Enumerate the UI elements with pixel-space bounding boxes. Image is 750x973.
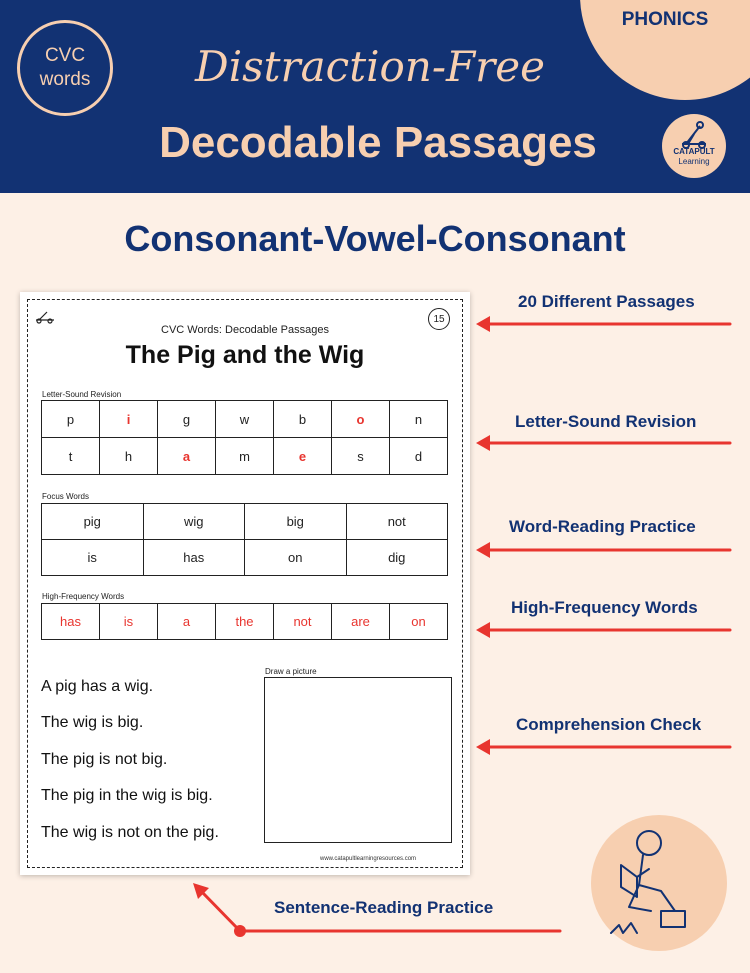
hf-word-cell: the	[216, 604, 274, 640]
title-script: Distraction-Free	[195, 42, 545, 91]
draw-picture-label: Draw a picture	[265, 667, 317, 676]
letter-cell: m	[216, 438, 274, 475]
callout-letter-sound: Letter-Sound Revision	[515, 412, 697, 431]
hf-word-cell: not	[274, 604, 332, 640]
letter-cell: o	[332, 401, 390, 438]
letter-cell: i	[100, 401, 158, 438]
title-main: Decodable Passages	[159, 118, 597, 167]
callout-word-reading: Word-Reading Practice	[509, 517, 696, 536]
reading-child-icon	[591, 815, 727, 951]
reading-child-illustration	[591, 815, 727, 951]
logo-subtext: Learning	[678, 157, 710, 166]
passage-sentence: A pig has a wig.	[41, 678, 154, 695]
hf-word-cell: on	[390, 604, 448, 640]
worksheet-title: The Pig and the Wig	[125, 341, 365, 369]
arrow-high-frequency	[476, 622, 730, 638]
arrow-comprehension	[476, 739, 730, 755]
worksheet-url: www.catapultlearningresources.com	[320, 856, 417, 862]
letter-cell: e	[274, 438, 332, 475]
focus-word-cell: dig	[346, 540, 448, 576]
worksheet-subtitle: CVC Words: Decodable Passages	[161, 324, 329, 336]
callout-high-frequency: High-Frequency Words	[511, 598, 698, 617]
letter-cell: h	[100, 438, 158, 475]
hf-word-cell: are	[332, 604, 390, 640]
focus-word-cell: not	[346, 504, 448, 540]
arrow-passages	[476, 316, 730, 332]
letter-sound-label: Letter-Sound Revision	[42, 390, 122, 399]
letter-cell: d	[390, 438, 448, 475]
hf-word-cell: is	[100, 604, 158, 640]
page-number: 15	[428, 308, 450, 330]
letter-cell: s	[332, 438, 390, 475]
hf-word-cell: a	[158, 604, 216, 640]
callout-comprehension: Comprehension Check	[516, 715, 702, 734]
focus-word-cell: pig	[42, 504, 144, 540]
hf-word-cell: has	[42, 604, 100, 640]
focus-word-cell: has	[143, 540, 245, 576]
arrow-word-reading	[476, 542, 730, 558]
cvc-words-badge: CVC words	[17, 20, 113, 116]
arrow-sentence-reading	[193, 883, 560, 937]
passage-sentence: The pig is not big.	[41, 751, 168, 768]
passage-sentence: The wig is big.	[41, 714, 144, 731]
passage-sentence: The pig in the wig is big.	[41, 787, 213, 804]
arrow-letter-sound	[476, 435, 730, 451]
letter-cell: a	[158, 438, 216, 475]
high-frequency-label: High-Frequency Words	[42, 592, 125, 601]
letter-cell: t	[42, 438, 100, 475]
callout-sentence-reading: Sentence-Reading Practice	[274, 898, 494, 917]
focus-word-cell: is	[42, 540, 144, 576]
passage-sentence: The wig is not on the pig.	[41, 824, 219, 841]
letter-cell: g	[158, 401, 216, 438]
letter-cell: w	[216, 401, 274, 438]
phonics-label: PHONICS	[621, 9, 709, 30]
letter-cell: p	[42, 401, 100, 438]
letter-cell: b	[274, 401, 332, 438]
focus-words-label: Focus Words	[42, 492, 89, 501]
focus-word-cell: on	[245, 540, 347, 576]
subtitle: Consonant-Vowel-Consonant	[124, 218, 626, 259]
letter-cell: n	[390, 401, 448, 438]
callout-passages: 20 Different Passages	[518, 292, 695, 311]
logo-name: CATAPULT	[673, 147, 715, 156]
focus-word-cell: wig	[143, 504, 245, 540]
focus-word-cell: big	[245, 504, 347, 540]
